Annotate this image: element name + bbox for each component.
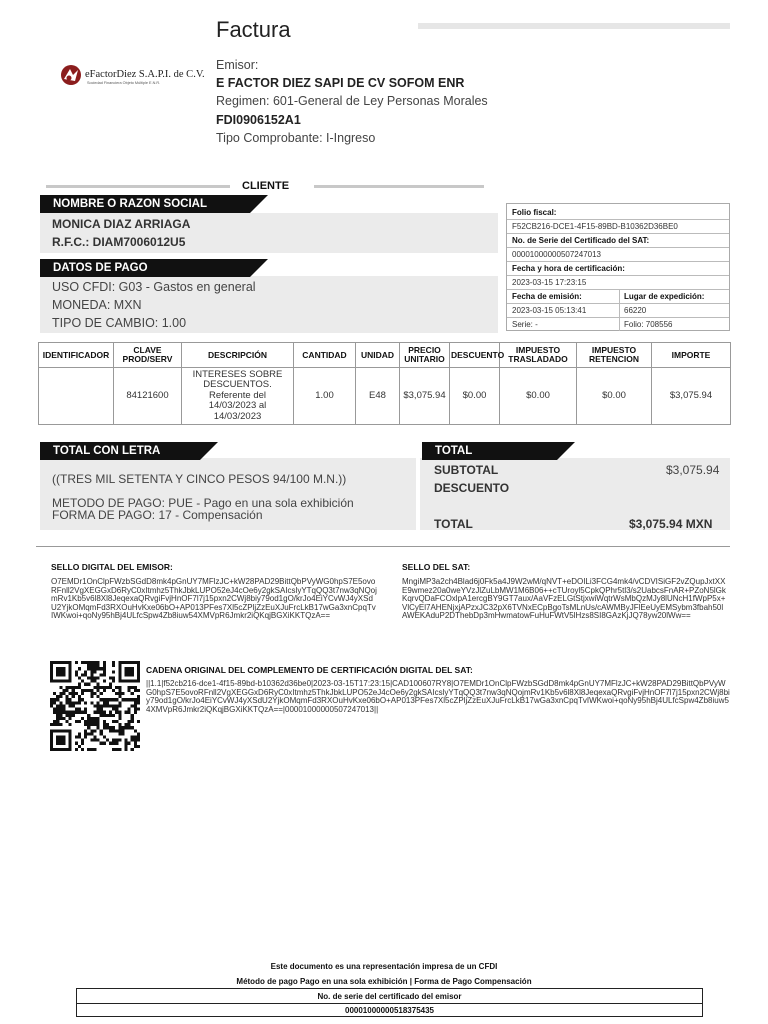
cell-unidad: E48 bbox=[356, 368, 400, 425]
cell-clave: 84121600 bbox=[114, 368, 182, 425]
qr-code-icon bbox=[50, 661, 140, 751]
fecha-cert-label: Fecha y hora de certificación: bbox=[512, 264, 625, 273]
cell-imp-trasladado: $0.00 bbox=[500, 368, 577, 425]
footer-line-1: Este documento es una representación impresa de un CFDI bbox=[270, 962, 498, 971]
cliente-name: MONICA DIAZ ARRIAGA bbox=[52, 217, 191, 231]
folio-number: Folio: 708556 bbox=[624, 320, 673, 329]
cell-cantidad: 1.00 bbox=[294, 368, 356, 425]
cliente-label: CLIENTE bbox=[242, 180, 290, 192]
total-letra-header-tab bbox=[200, 442, 218, 460]
cadena-label: CADENA ORIGINAL DEL COMPLEMENTO DE CERTIFICACIÓN DIGITAL DEL SAT: bbox=[146, 665, 473, 675]
folio-fiscal-value: F52CB216-DCE1-4F15-89BD-B10362D36BE0 bbox=[512, 222, 678, 231]
footer-cert-box bbox=[76, 988, 703, 1017]
cadena-value: ||1.1|f52cb216-dce1-4f15-89bd-b10362d36be0|2023-03-15T17:23:15|CAD100607RY8|O7EMDr1OnClpFWzbSGdD8mk4pGnUY7MFlzJC+kW28PAD29BittQbPVyWG0hpS7E5ovoRFnll2VgXEGGxD6RyC0xItmhz5ThkJbkLUPO52eJ4cOe6y2gkSAIcslyYTqQQ3t7nw3qNQojmRv1Kb5v6l8Xl8JeqexaQRvgiFvjHnOF7l7j15pxn2CWj8biy79od1gO/krJo4EiYCvWJ4yXSdU2YjkOMqmFd3RXOuHvKxe06bO+AP013PFes7Xl5cZPljZzEuXJuFrcLkB17wGa3xnCpqTvIWKwoi+qoNy95hBj4ULfcSpw4Zb8iuw54XMVpR6Jmkr2iQKqjBGXiKKTQzA==|00001000000507247013|| bbox=[146, 679, 730, 714]
emisor-name: E FACTOR DIEZ SAPI DE CV SOFOM ENR bbox=[216, 76, 465, 91]
tipo-cambio: TIPO DE CAMBIO: 1.00 bbox=[52, 316, 187, 330]
total-value: $3,075.94 MXN bbox=[629, 517, 713, 531]
col-descuento: DESCUENTO bbox=[450, 343, 500, 368]
emisor-label: Emisor: bbox=[216, 58, 259, 72]
lugar-expedicion-label: Lugar de expedición: bbox=[624, 292, 705, 301]
uso-cfdi: USO CFDI: G03 - Gastos en general bbox=[52, 280, 256, 294]
col-cantidad: CANTIDAD bbox=[294, 343, 356, 368]
logo-text: eFactorDiez S.A.P.I. de C.V. bbox=[85, 69, 205, 80]
sello-emisor-label: SELLO DIGITAL DEL EMISOR: bbox=[51, 562, 173, 572]
footer-cert-value: 00001000000518375435 bbox=[345, 1006, 434, 1015]
sello-emisor-value: O7EMDr1OnClpFWzbSGdD8mk4pGnUY7MFlzJC+kW28PAD29BittQbPVyWG0hpS7E5ovoRFnll2VgXEGGxD6RyC0xItmhz5ThkJbkLUPO52eJ4cOe6y2gkSAIcslyYTqQQ3t7nw3qNQojmRv1Kb5v6l8Xl8JeqexaQRvgiFvjHnOF7l7j15pxn2CWj8biy79od1gO/krJo4EiYCvWJ4yXSdU2YjkOMqmFd3RXOuHvKxe06bO+AP013PFes7Xl5cZPljZzEuXJuFrcLkB17wGa3xnCpqTvIWKwoi+qoNy95hBj4ULfcSpw4Zb8iuw54XMVpR6Jmkr2iQKqjBGXiKKTQzA== bbox=[51, 577, 377, 620]
cliente-rfc: R.F.C.: DIAM7006012U5 bbox=[52, 235, 186, 249]
cell-descuento: $0.00 bbox=[450, 368, 500, 425]
nombre-header: NOMBRE O RAZON SOCIAL bbox=[40, 195, 250, 213]
document-title: Factura bbox=[216, 17, 291, 42]
cell-identificador bbox=[39, 368, 114, 425]
datos-pago-header-tab bbox=[250, 259, 268, 277]
cliente-rule-right bbox=[314, 185, 484, 188]
cell-precio: $3,075.94 bbox=[400, 368, 450, 425]
emisor-regimen: Regimen: 601-General de Ley Personas Morales bbox=[216, 94, 488, 109]
col-imp-trasladado: IMPUESTO TRASLADADO bbox=[500, 343, 577, 368]
col-identificador: IDENTIFICADOR bbox=[39, 343, 114, 368]
totales-header: TOTAL bbox=[422, 442, 557, 460]
sello-sat-label: SELLO DEL SAT: bbox=[402, 562, 471, 572]
moneda: MONEDA: MXN bbox=[52, 298, 142, 312]
title-rule bbox=[418, 23, 730, 29]
col-precio: PRECIO UNITARIO bbox=[400, 343, 450, 368]
lugar-expedicion-value: 66220 bbox=[624, 306, 647, 315]
serie-cert-sat-value: 00001000000507247013 bbox=[512, 250, 601, 259]
footer-line-2: Método de pago Pago en una sola exhibición | Forma de Pago Compensación bbox=[236, 977, 532, 986]
totales-header-tab bbox=[557, 442, 575, 460]
tipo-comprobante: Tipo Comprobante: I-Ingreso bbox=[216, 130, 376, 145]
serie-cert-sat-label: No. de Serie del Certificado del SAT: bbox=[512, 236, 650, 245]
logo-mark-icon bbox=[60, 64, 82, 86]
subtotal-label: SUBTOTAL bbox=[434, 463, 499, 477]
folio-box bbox=[506, 203, 730, 331]
cell-imp-retencion: $0.00 bbox=[577, 368, 652, 425]
nombre-header-tab bbox=[250, 195, 268, 213]
total-letra-header: TOTAL CON LETRA bbox=[40, 442, 200, 460]
metodo-pago: METODO DE PAGO: PUE - Pago en una sola exhibición bbox=[52, 496, 354, 510]
section-divider bbox=[36, 546, 730, 547]
forma-pago: FORMA DE PAGO: 17 - Compensación bbox=[52, 508, 263, 522]
table-row bbox=[39, 368, 731, 425]
company-logo bbox=[60, 64, 205, 92]
datos-pago-header: DATOS DE PAGO bbox=[40, 259, 250, 277]
serie-value: Serie: - bbox=[512, 320, 538, 329]
cell-importe: $3,075.94 bbox=[652, 368, 731, 425]
subtotal-value: $3,075.94 bbox=[666, 463, 720, 477]
table-header-row bbox=[39, 343, 731, 368]
total-letra: ((TRES MIL SETENTA Y CINCO PESOS 94/100 M.N.)) bbox=[52, 472, 347, 486]
footer-cert-label: No. de serie del certificado del emisor bbox=[317, 992, 462, 1001]
fecha-cert-value: 2023-03-15 17:23:15 bbox=[512, 278, 587, 287]
folio-fiscal-label: Folio fiscal: bbox=[512, 208, 557, 217]
col-clave: CLAVE PROD/SERV bbox=[114, 343, 182, 368]
logo-subtext: Sociedad Financiera Objeto Múltiple E.N.R. bbox=[87, 81, 161, 85]
total-label: TOTAL bbox=[434, 517, 473, 531]
items-table bbox=[38, 342, 731, 425]
emisor-block bbox=[216, 56, 488, 147]
col-descripcion: DESCRIPCIÓN bbox=[182, 343, 294, 368]
col-importe: IMPORTE bbox=[652, 343, 731, 368]
fecha-emision-label: Fecha de emisión: bbox=[512, 292, 582, 301]
descuento-label: DESCUENTO bbox=[434, 481, 510, 495]
emisor-rfc: FDI0906152A1 bbox=[216, 112, 301, 127]
cliente-rule-left bbox=[46, 185, 230, 188]
col-unidad: UNIDAD bbox=[356, 343, 400, 368]
cell-descripcion: INTERESES SOBRE DESCUENTOS. Referente del 14/03/2023 al 14/03/2023 bbox=[182, 368, 294, 425]
fecha-emision-value: 2023-03-15 05:13:41 bbox=[512, 306, 587, 315]
sello-sat-value: MngiMP3a2ch4Blad6j0Fk5a4J9W2wM/qNVT+eDOILi3FCG4mk4/vCDVISiGF2vZQupJxtXXE9wmez20a0weYVzJlZuLbMW1M6B06++cTUroyl5CpkQPhr5tl3/s2UabcsFnAR+PZoN5lGkKqrvQDaFCOxlpA1ercgBY9GT7aux/AaVFzELGtStjxwiWqtrWsMbQzMJy8lUNcH1fWpP5x+VlCyEl7AHENjxjAPzxJC32pX6TVNxECpBgoTsMLnUs/cAWMByJFlEeUyEMSybm3fbah50lAWEKAduP2DThebDp3mHwmatowFuHuFWtV5lHzs8SI8GAzKjJQ78yw20lWw== bbox=[402, 577, 726, 620]
col-imp-retencion: IMPUESTO RETENCION bbox=[577, 343, 652, 368]
